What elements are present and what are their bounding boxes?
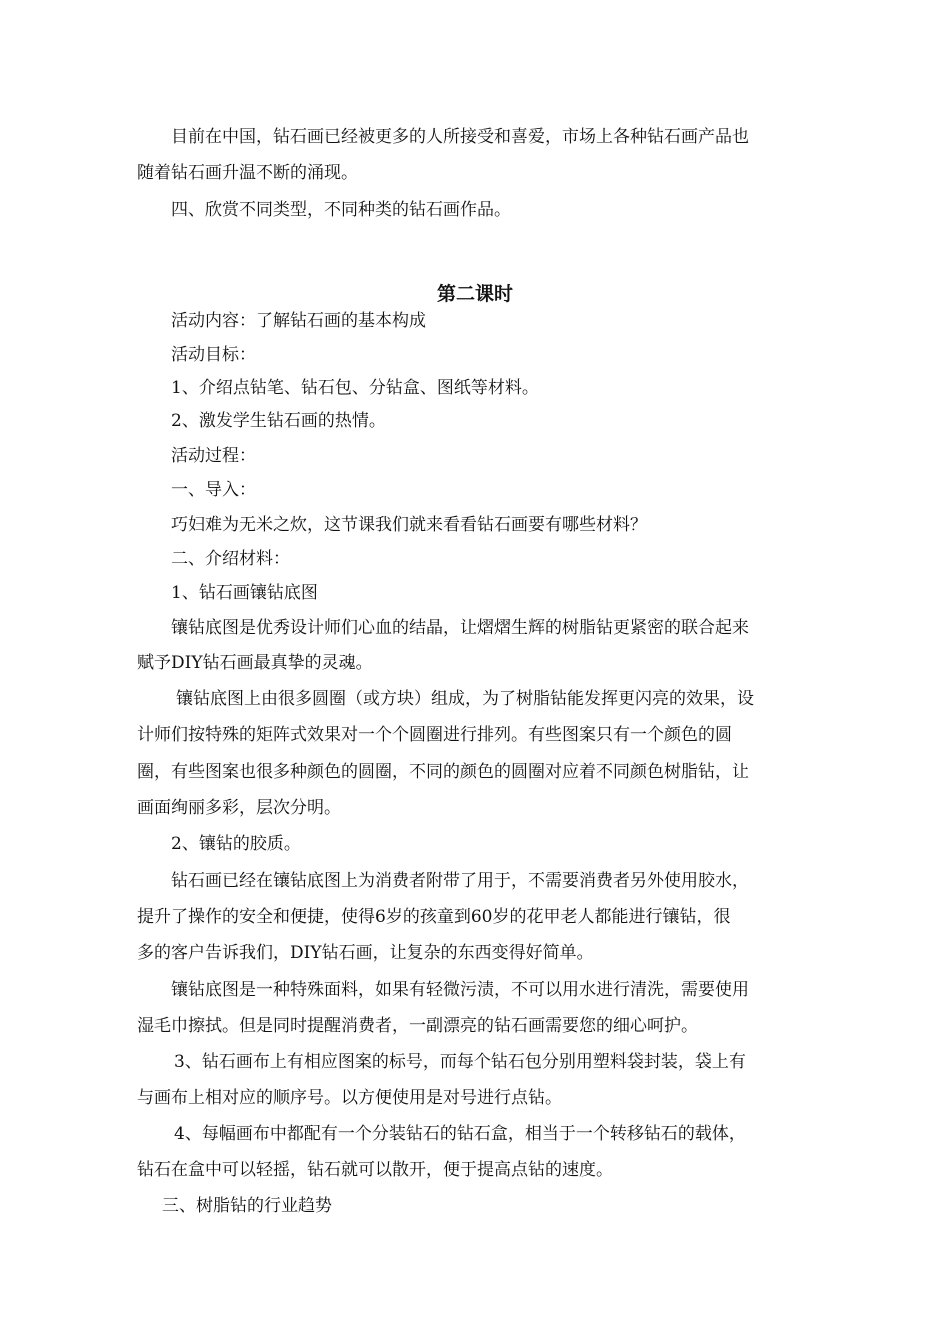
- paragraph-line: 圈，有些图案也很多种颜色的圆圈，不同的颜色的圆圈对应着不同颜色树脂钻，让: [137, 762, 749, 782]
- paragraph-line: 随着钻石画升温不断的涌现。: [137, 163, 358, 183]
- section-title: 第二课时: [436, 283, 513, 305]
- paragraph-line: 三、树脂钻的行业趋势: [162, 1196, 332, 1216]
- paragraph-line: 活动目标：: [171, 345, 256, 365]
- paragraph-line: 3、钻石画布上有相应图案的标号，而每个钻石包分别用塑料袋封装，袋上有: [174, 1052, 746, 1072]
- paragraph-line: 4、每幅画布中都配有一个分装钻石的钻石盒，相当于一个转移钻石的载体，: [174, 1124, 746, 1144]
- paragraph-line: 提升了操作的安全和便捷，使得6岁的孩童到60岁的花甲老人都能进行镶钻，很: [137, 907, 731, 927]
- paragraph-line: 画面绚丽多彩，层次分明。: [137, 798, 341, 818]
- paragraph-line: 巧妇难为无米之炊，这节课我们就来看看钻石画要有哪些材料？: [171, 515, 647, 535]
- paragraph-line: 1、介绍点钻笔、钻石包、分钻盒、图纸等材料。: [171, 378, 539, 398]
- paragraph-line: 二、介绍材料：: [171, 549, 290, 569]
- paragraph-line: 镶钻底图是一种特殊面料，如果有轻微污渍，不可以用水进行清洗，需要使用: [171, 980, 749, 1000]
- paragraph-line: 活动内容：了解钻石画的基本构成: [171, 311, 426, 331]
- paragraph-line: 2、镶钻的胶质。: [171, 834, 301, 854]
- paragraph-line: 1、钻石画镶钻底图: [171, 583, 318, 603]
- paragraph-line: 赋予DIY钻石画最真挚的灵魂。: [137, 653, 373, 673]
- paragraph-line: 镶钻底图是优秀设计师们心血的结晶，让熠熠生辉的树脂钻更紧密的联合起来: [171, 618, 749, 638]
- paragraph-line: 钻石在盒中可以轻摇，钻石就可以散开，便于提高点钻的速度。: [137, 1160, 613, 1180]
- paragraph-line: 计师们按特殊的矩阵式效果对一个个圆圈进行排列。有些图案只有一个颜色的圆: [137, 725, 732, 745]
- paragraph-line: 2、激发学生钻石画的热情。: [171, 411, 386, 431]
- paragraph-line: 与画布上相对应的顺序号。以方便使用是对号进行点钻。: [137, 1088, 562, 1108]
- paragraph-line: 四、欣赏不同类型，不同种类的钻石画作品。: [171, 200, 511, 220]
- paragraph-line: 多的客户告诉我们，DIY钻石画，让复杂的东西变得好简单。: [137, 943, 594, 963]
- paragraph-line: 一、导入：: [171, 480, 256, 500]
- paragraph-line: 活动过程：: [171, 446, 256, 466]
- paragraph-line: 湿毛巾擦拭。但是同时提醒消费者，一副漂亮的钻石画需要您的细心呵护。: [137, 1016, 698, 1036]
- paragraph-line: 镶钻底图上由很多圆圈（或方块）组成，为了树脂钻能发挥更闪亮的效果，设: [176, 689, 754, 709]
- paragraph-line: 目前在中国，钻石画已经被更多的人所接受和喜爱，市场上各种钻石画产品也: [171, 127, 749, 147]
- paragraph-line: 钻石画已经在镶钻底图上为消费者附带了用于，不需要消费者另外使用胶水，: [171, 871, 749, 891]
